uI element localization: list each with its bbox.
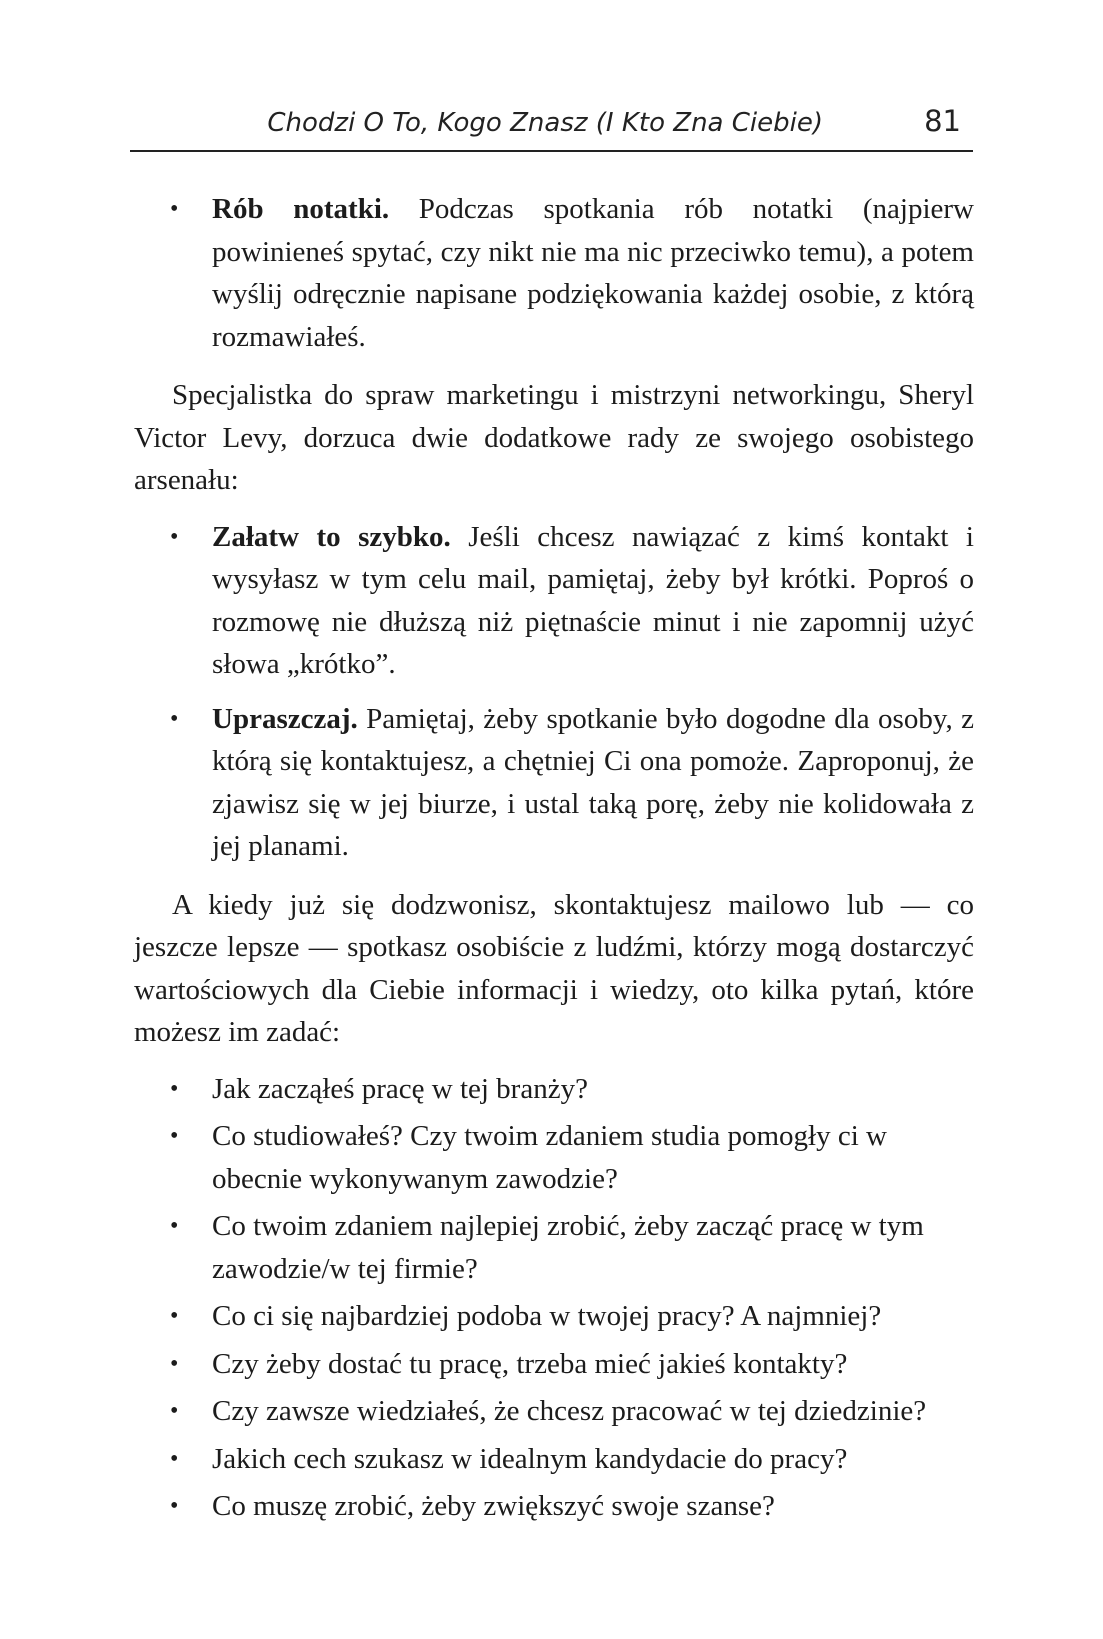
running-title: Chodzi O To, Kogo Znasz (I Kto Zna Ciebie) [267,108,823,138]
list-item [134,188,974,358]
tips-list-levy [134,516,974,868]
tip-lead: Załatw to szybko. [212,520,451,553]
bullet-icon: • [170,1493,179,1519]
bullet-icon: • [170,1213,179,1239]
bullet-icon: • [170,1303,179,1329]
list-item [134,1343,974,1386]
bullet-icon: • [170,1398,179,1424]
body-text [134,188,974,1544]
bullet-icon: • [170,196,179,222]
list-item [134,1068,974,1111]
questions-list [134,1068,974,1528]
question-text: Czy żeby dostać tu pracę, trzeba mieć jakieś kontakty? [212,1347,848,1380]
tips-list-notes [134,188,974,358]
bullet-icon: • [170,1075,179,1102]
question-text: Jakich cech szukasz w idealnym kandydacie do pracy? [212,1442,848,1475]
list-item [134,516,974,686]
question-text: Czy zawsze wiedziałeś, że chcesz pracować w tej dziedzinie? [212,1395,927,1427]
tip-text: Podczas spotkania rób notatki (najpierw powinieneś spytać, czy nikt nie ma nic przeciwko temu), a potem wyślij odręcznie napisane podziękowania każdej osobie, z którą rozmawiałeś. [212,193,974,353]
list-item [134,1205,974,1290]
paragraph-questions: A kiedy już się dodzwonisz, skontaktujesz mailowo lub — co jeszcze lepsze — spotkasz osobiście z ludźmi, którzy mogą dostarczyć wartościowych dla Ciebie informacji i wiedzy, oto kilka pytań, które możesz im zadać: [134,888,974,1048]
tip-lead: Upraszczaj. [212,702,358,735]
question-text: Co twoim zdaniem najlepiej zrobić, żeby zacząć pracę w tym zawodzie/w tej firmie? [212,1210,924,1285]
question-text: Co studiowałeś? Czy twoim zdaniem studia pomogły ci w obecnie wykonywanym zawodzie? [212,1120,887,1195]
list-item [134,1438,974,1481]
list-item [134,1295,974,1338]
question-text: Co muszę zrobić, żeby zwiększyć swoje szanse? [212,1490,775,1522]
bullet-icon: • [170,1445,179,1472]
bullet-icon: • [170,1123,179,1149]
tip-text: Pamiętaj, żeby spotkanie było dogodne dla osoby, z którą się kontaktujesz, a chętniej Ci ona pomoże. Zaproponuj, że zjawisz się w jej biurze, i ustal taką porę, żeby nie kolidowała z jej planami. [212,702,974,862]
running-header [130,104,973,152]
list-item [134,1485,974,1528]
question-text: Co ci się najbardziej podoba w twojej pracy? A najmniej? [212,1300,882,1332]
bullet-icon: • [170,705,179,732]
question-text: Jak zacząłeś pracę w tej branży? [212,1072,588,1105]
bullet-icon: • [170,523,179,550]
page-number: 81 [924,104,961,138]
paragraph-levy: Specjalistka do spraw marketingu i mistrzyni networkingu, Sheryl Victor Levy, dorzuca dwie dodatkowe rady ze swojego osobistego arsenału: [134,379,974,496]
tip-text: Jeśli chcesz nawiązać z kimś kontakt i wysyłasz w tym celu mail, pamiętaj, żeby był krótki. Poproś o rozmowę nie dłuższą niż piętnaście minut i nie zapomnij użyć słowa „krótko”. [212,520,974,680]
bullet-icon: • [170,1350,179,1377]
list-item [134,698,974,868]
list-item [134,1390,974,1433]
list-item [134,1115,974,1200]
tip-lead: Rób notatki. [212,193,390,225]
